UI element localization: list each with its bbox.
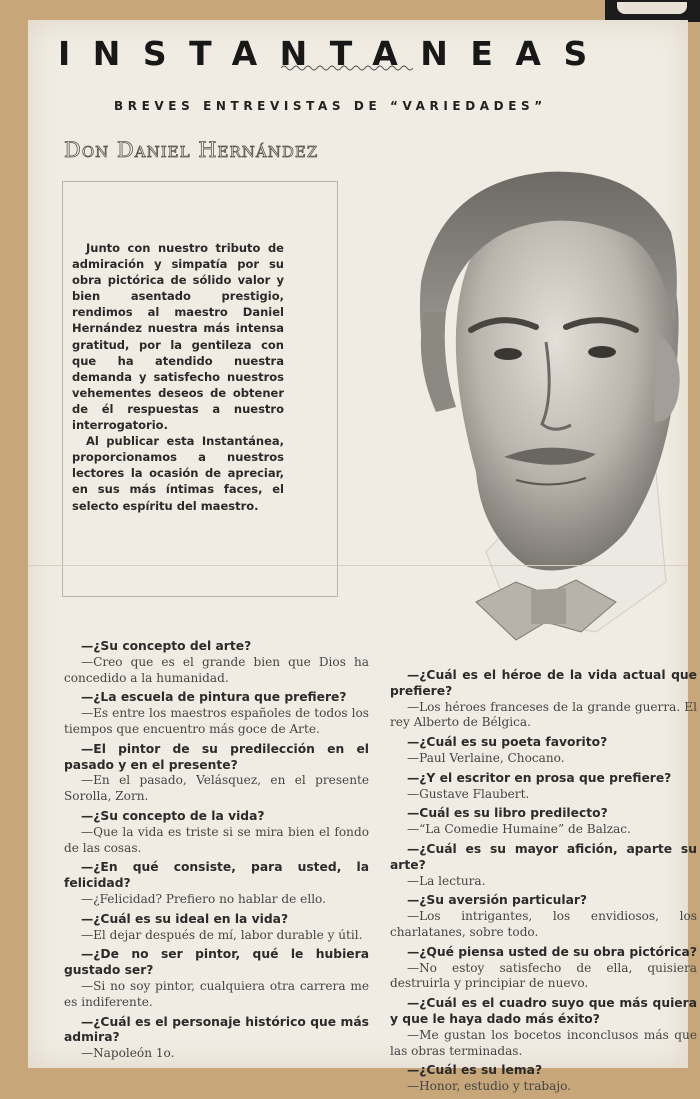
question: —¿Cuál es su poeta favorito? xyxy=(407,735,608,750)
answer: —“La Comedie Humaine” de Balzac. xyxy=(407,822,631,837)
question: —¿Qué piensa usted de su obra pictórica? xyxy=(407,944,697,959)
interview-item xyxy=(64,860,369,907)
question: —¿Cuál es el personaje histórico que más admira? xyxy=(64,1014,369,1045)
interview-item xyxy=(64,947,369,1010)
answer: —La lectura. xyxy=(407,873,486,888)
answer: —Es entre los maestros españoles de todos los tiempos que encuentro más goce de Arte. xyxy=(64,706,369,736)
interview-column-left xyxy=(64,639,369,1066)
answer: —Gustave Flaubert. xyxy=(407,786,530,801)
interview-item xyxy=(64,742,369,805)
interview-item xyxy=(64,912,369,944)
interview-column-right xyxy=(390,668,697,1099)
interview-item xyxy=(390,996,697,1059)
page-title: INSTANTANEAS xyxy=(58,34,610,73)
question: —¿Cuál es su lema? xyxy=(407,1063,543,1078)
question: —¿Su concepto del arte? xyxy=(81,639,252,653)
interview-item xyxy=(64,690,369,737)
portrait-photo xyxy=(416,162,686,647)
question: —¿Cuál es su mayor afición, aparte su arte? xyxy=(390,841,697,872)
section-subtitle: BREVES ENTREVISTAS DE “VARIEDADES” xyxy=(114,99,547,113)
question: —¿Cuál es el cuadro suyo que más quiera y que le haya dado más éxito? xyxy=(390,996,697,1026)
answer: —Que la vida es triste si se mira bien el fondo de las cosas. xyxy=(64,824,369,855)
intro-text xyxy=(72,240,284,514)
answer: —Los intrigantes, los envidiosos, los charlatanes, sobre todo. xyxy=(390,909,697,939)
answer: —El dejar después de mí, labor durable y útil. xyxy=(81,927,363,942)
interview-item xyxy=(390,806,697,838)
interview-item xyxy=(390,893,697,940)
answer: —Los héroes franceses de la grande guerra. El rey Alberto de Bélgica. xyxy=(390,699,697,730)
interview-item xyxy=(64,639,369,686)
question: —¿Su concepto de la vida? xyxy=(81,808,265,823)
answer: —Si no soy pintor, cualquiera otra carrera me es indiferente. xyxy=(64,978,369,1009)
interviewee-name: Don Daniel Hernández xyxy=(64,138,319,162)
interview-item xyxy=(390,771,697,803)
interview-item xyxy=(390,668,697,731)
question: —¿Su aversión particular? xyxy=(407,893,588,908)
newspaper-clipping xyxy=(28,20,697,1094)
question: —¿La escuela de pintura que prefiere? xyxy=(81,690,347,705)
answer: —¿Felicidad? Prefiero no hablar de ello. xyxy=(81,891,326,906)
question: —El pintor de su predilección en el pasado y en el presente? xyxy=(64,741,369,772)
intro-paragraph: Junto con nuestro tributo de admiración y simpatía por su obra pictórica de sólido valor y bien asentado prestigio, rendimos al maestro Daniel Hernández nuestra más intensa gratitud, por la gentileza con que ha atendido nuestra demanda y satisfecho nuestros vehementes deseos de obtener de él respuestas a nuestro interrogatorio. xyxy=(72,241,284,433)
interview-item xyxy=(390,735,697,767)
clipping-corner-tab xyxy=(605,0,700,22)
answer: —Me gustan los bocetos inconclusos más que las obras terminadas. xyxy=(390,1027,697,1058)
question: —¿Cuál es el héroe de la vida actual que prefiere? xyxy=(390,668,697,698)
answer: —En el pasado, Velásquez, en el presente Sorolla, Zorn. xyxy=(64,773,369,804)
interview-item xyxy=(390,945,697,992)
decorative-squiggle-divider xyxy=(281,64,413,72)
interview-item xyxy=(390,1063,697,1095)
interview-item xyxy=(64,809,369,856)
answer: —Napoleón 1o. xyxy=(81,1046,175,1061)
interview-item xyxy=(390,842,697,889)
question: —¿De no ser pintor, qué le hubiera gustado ser? xyxy=(64,947,369,978)
answer: —Creo que es el grande bien que Dios ha concedido a la humanidad. xyxy=(64,654,369,685)
interview-item xyxy=(64,1015,369,1062)
answer: —Paul Verlaine, Chocano. xyxy=(407,750,565,765)
question: —¿En qué consiste, para usted, la felicidad? xyxy=(64,860,369,891)
intro-paragraph: Al publicar esta Instantánea, proporcionamos a nuestros lectores la ocasión de apreciar, en sus más íntimas faces, el selecto espíritu del maestro. xyxy=(72,434,284,513)
question: —¿Cuál es su ideal en la vida? xyxy=(81,911,289,926)
answer: —Honor, estudio y trabajo. xyxy=(407,1079,572,1094)
question: —Cuál es su libro predilecto? xyxy=(407,806,608,821)
question: —¿Y el escritor en prosa que prefiere? xyxy=(407,770,672,785)
answer: —No estoy satisfecho de ella, quisiera destruirla y principiar de nuevo. xyxy=(390,960,697,991)
